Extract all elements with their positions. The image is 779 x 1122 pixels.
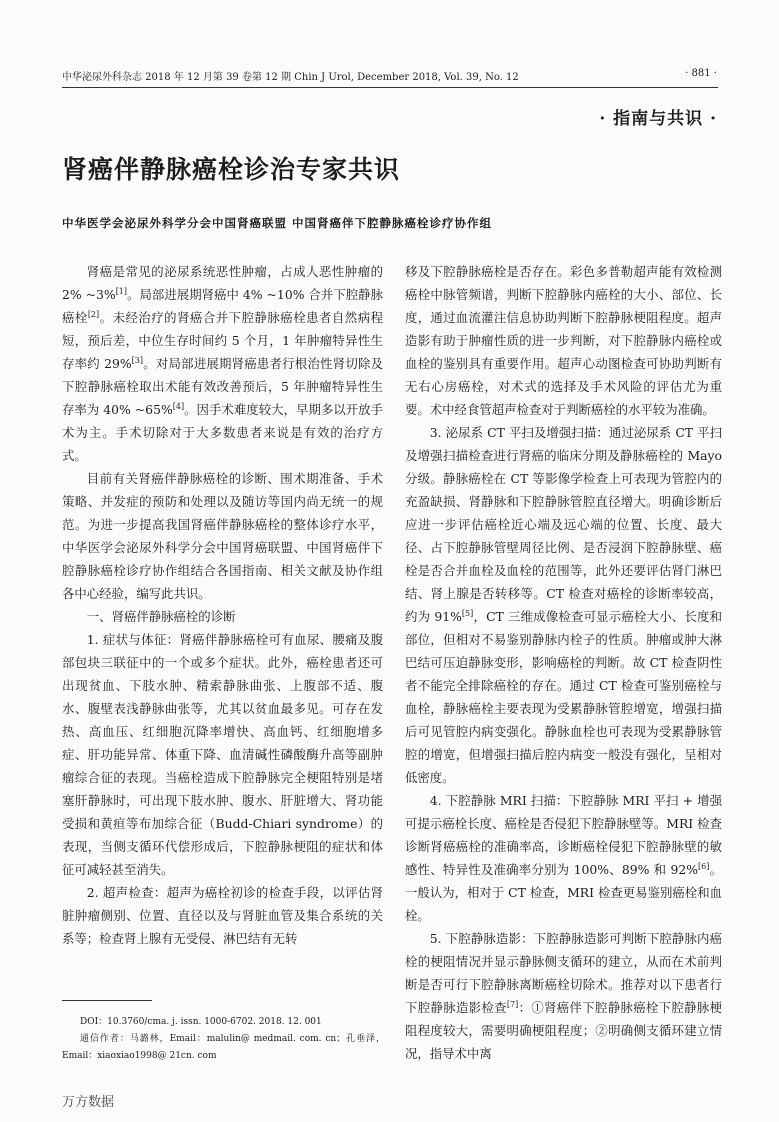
section-tag: · 指南与共识 · bbox=[599, 109, 717, 129]
paragraph-mri: 4. 下腔静脉 MRI 扫描：下腔静脉 MRI 平扫 + 增强可提示癌栓长度、癌栓是否侵犯下腔静脉壁等。MRI 检查诊断肾癌癌栓的准确率高，诊断癌栓侵犯下腔静脉壁的敏感性、特异性及准确率分别为 100%、89% 和 92%[6]。一般认为，相对于 CT 检查，MRI 检查更易鉴别癌栓和血栓。 bbox=[405, 793, 723, 923]
citation-ref: [7] bbox=[506, 999, 519, 1009]
citation-ref: [4] bbox=[172, 401, 185, 411]
paragraph-symptoms: 1. 症状与体征：肾癌伴静脉癌栓可有血尿、腰痛及腹部包块三联征中的一个或多个症状。此外，癌栓患者还可出现贫血、下肢水肿、精索静脉曲张、上腹部不适、腹水、腹壁表浅静脉曲张等，尤其以贫血最多见。可存在发热、高血压、红细胞沉降率增快、高血钙、红细胞增多症、肝功能异常、体重下降、血清碱性磷酸酶升高等副肿瘤综合征的表现。当癌栓造成下腔静脉完全梗阻特别是堵塞肝静脉时，可出现下肢水肿、腹水、肝脏增大、肾功能受损和黄疸等布加综合征（Budd-Chiari syndrome）的表现，当侧支循环代偿形成后，下腔静脉梗阻的症状和体征可减轻甚至消失。 bbox=[62, 632, 383, 877]
article-title: 肾癌伴静脉癌栓诊治专家共识 bbox=[62, 155, 401, 184]
citation-ref: [3] bbox=[131, 355, 143, 365]
page-number: · 881 · bbox=[685, 68, 717, 79]
citation-ref: [2] bbox=[87, 309, 100, 319]
author-line: 中华医学会泌尿外科学分会中国肾癌联盟 中国肾癌伴下腔静脉癌栓诊疗协作组 bbox=[62, 216, 492, 230]
corresponding-author: 通信作者：马潞林，Email：malulin@ medmail. com. cn；孔垂泽，Email：xiaoxiao1998@ 21cn. com bbox=[62, 1034, 385, 1061]
left-column bbox=[62, 260, 383, 950]
paragraph-intro: 肾癌是常见的泌尿系统恶性肿瘤，占成人恶性肿瘤的 2% ~3%[1]。局部进展期肾癌中 4% ~10% 合并下腔静脉癌栓[2]。未经治疗的肾癌合并下腔静脉癌栓患者自然病程短，预后差，中位生存时间约 5 个月，1 年肿瘤特异性生存率约 29%[3]。对局部进展期肾癌患者行根治性肾切除及下腔静脉癌栓取出术能有效改善预后，5 年肿瘤特异性生存率为 40% ~65%[4]。因手术难度较大，早期多以开放手术为主。手术切除对于大多数患者来说是有效的治疗方式。 bbox=[62, 264, 384, 463]
footnote-rule bbox=[62, 1000, 152, 1001]
journal-citation: 中华泌尿外科杂志 2018 年 12 月第 39 卷第 12 期 Chin J Urol, December 2018, Vol. 39, No. 12 bbox=[62, 72, 519, 83]
paragraph-ultrasound: 2. 超声检查：超声为癌栓初诊的检查手段，以评估肾脏肿瘤侧别、位置、直径以及与肾脏血管及集合系统的关系等；检查肾上腺有无受侵、淋巴结有无转 bbox=[62, 885, 383, 946]
paragraph-ct: 3. 泌尿系 CT 平扫及增强扫描：通过泌尿系 CT 平扫及增强扫描检查进行肾癌的临床分期及静脉癌栓的 Mayo 分级。静脉癌栓在 CT 等影像学检查上可表现为管腔内的充盈缺损、肾静脉和下腔静脉管腔直径增大。明确诊断后应进一步评估癌栓近心端及远心端的位置、长度、最大径、占下腔静脉管壁周径比例、是否浸润下腔静脉壁、癌栓是否合并血栓及血栓的范围等，此外还要评估肾门淋巴结、肾上腺是否转移等。CT 检查对癌栓的诊断率较高，约为 91%[5]，CT 三维成像检查可显示癌栓大小、长度和部位，但相对不易鉴别静脉内栓子的性质。肿瘤或肿大淋巴结可压迫静脉变形，影响癌栓的判断。故 CT 检查阴性者不能完全排除癌栓的存在。通过 CT 检查可鉴别癌栓与血栓，静脉癌栓主要表现为受累静脉管腔增宽，增强扫描后可见管腔内病变强化。静脉血栓也可表现为受累静脉管腔的增宽，但增强扫描后腔内病变一般没有强化，呈相对低密度。 bbox=[405, 425, 722, 785]
footnote bbox=[62, 1014, 385, 1065]
paragraph-venography: 5. 下腔静脉造影：下腔静脉造影可判断下腔静脉内癌栓的梗阻情况并显示静脉侧支循环的建立，从而在术前判断是否可行下腔静脉离断癌栓切除术。推荐对以下患者行下腔静脉造影检查[7]：①肾癌伴下腔静脉癌栓下腔静脉梗阻程度较大，需要明确梗阻程度；②明确侧支循环建立情况，指导术中离 bbox=[405, 931, 723, 1061]
citation-ref: [5] bbox=[461, 608, 474, 618]
citation-ref: [1] bbox=[115, 286, 128, 296]
running-head bbox=[62, 68, 717, 84]
right-column bbox=[405, 260, 722, 1065]
paragraph-ultrasound-cont: 移及下腔静脉癌栓是否存在。彩色多普勒超声能有效检测癌栓中脉管频谱，判断下腔静脉内癌栓的大小、部位、长度，通过血流灌注信息协助判断下腔静脉梗阻程度。超声造影有助于肿瘤性质的进一步判断，对下腔静脉内癌栓或血栓的鉴别具有重要作用。超声心动图检查可协助判断有无右心房癌栓，对术式的选择及手术风险的评估尤为重要。术中经食管超声检查对于判断癌栓的水平较为准确。 bbox=[405, 264, 722, 417]
header-rule bbox=[62, 87, 718, 88]
doi-line: DOI：10.3760/cma. j. issn. 1000-6702. 2018. 12. 001 bbox=[80, 1017, 322, 1027]
watermark-text: 万方数据 bbox=[62, 1095, 115, 1110]
section-heading-diagnosis: 一、肾癌伴静脉癌栓的诊断 bbox=[86, 609, 236, 624]
paragraph-purpose: 目前有关肾癌伴静脉癌栓的诊断、围术期准备、手术策略、并发症的预防和处理以及随访等国内尚无统一的规范。为进一步提高我国肾癌伴静脉癌栓的整体诊疗水平，中华医学会泌尿外科学分会中国肾癌联盟、中国肾癌伴下腔静脉癌栓诊疗协作组结合各国指南、相关文献及协作组各中心经验，编写此共识。 bbox=[62, 471, 383, 601]
citation-ref: [6] bbox=[698, 861, 710, 871]
